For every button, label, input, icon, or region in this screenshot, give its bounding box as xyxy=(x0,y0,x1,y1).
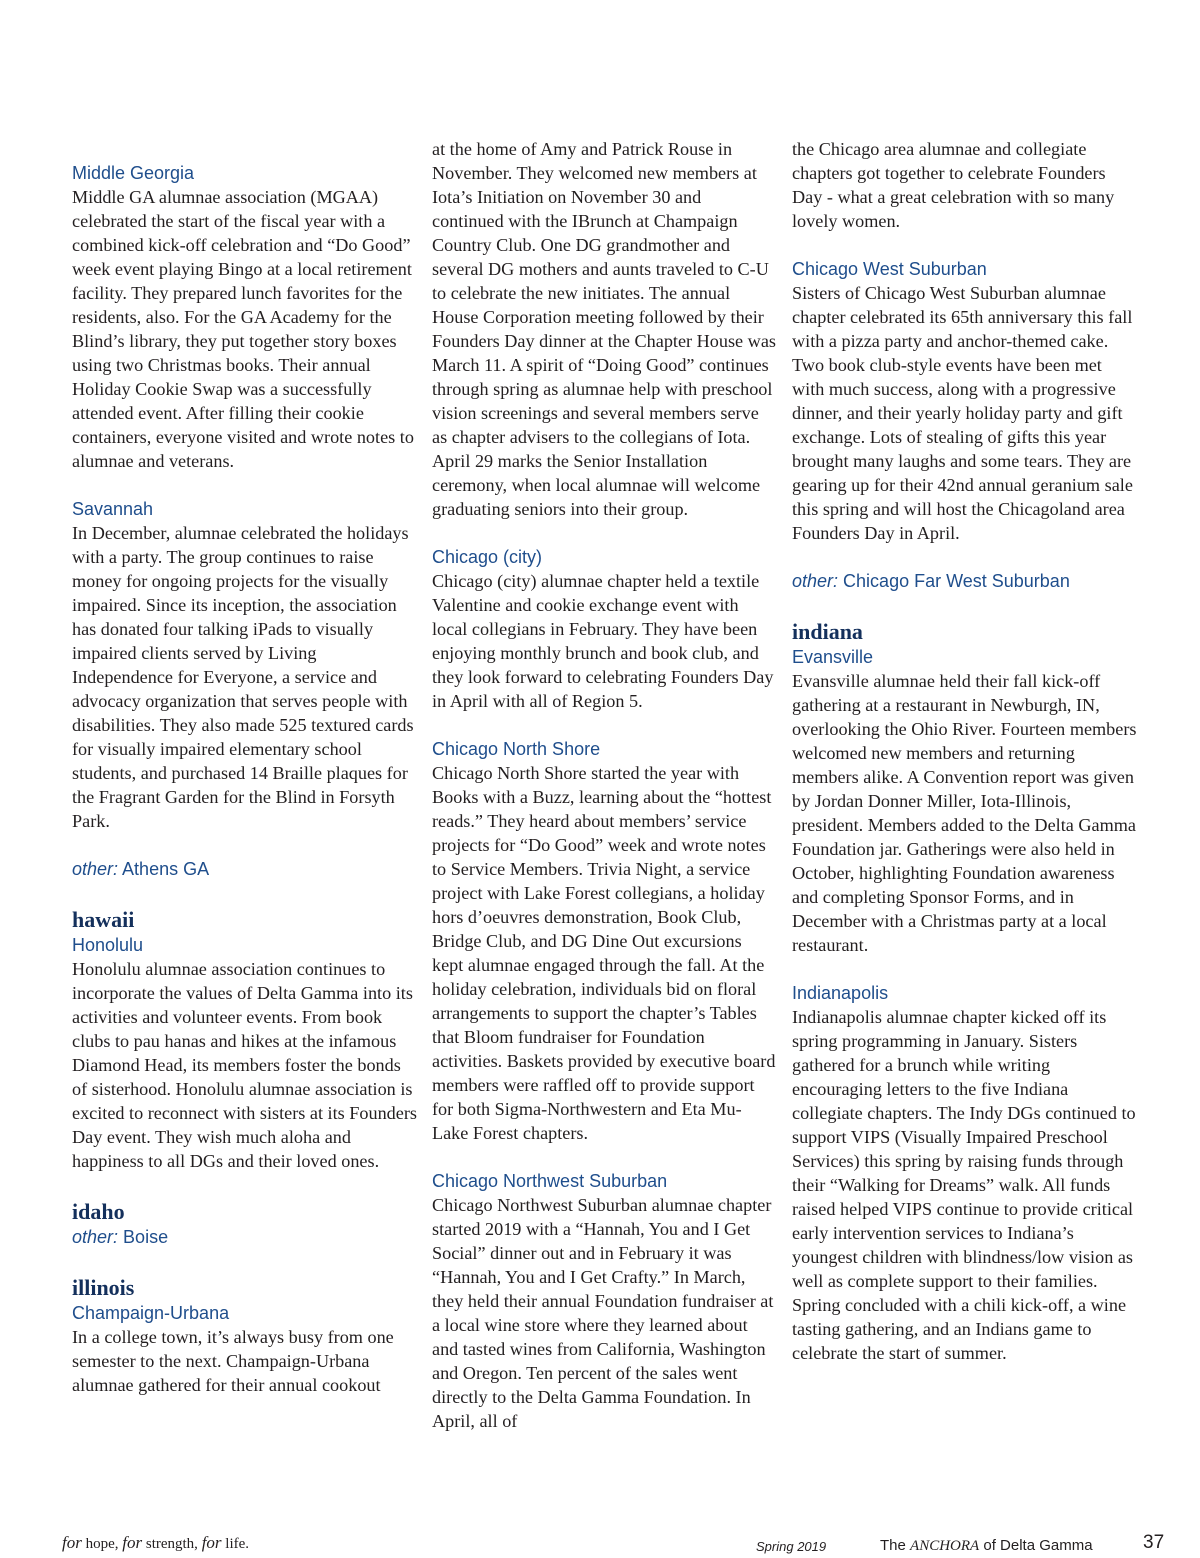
indianapolis-body: Indianapolis alumnae chapter kicked off its spring programming in January. Sisters gathered for a brunch while writing encouraging letters to the five Indiana collegiate chapters. The Indy DGs continued to support VIPS (Visually Impaired Preschool Services) this spring by raising funds through their “Walking for Dreams” walk. All funds raised helped VIPS continue to provide critical early intervention services to Indiana’s youngest children with blindness/low vision as well as complete support to their families. Spring concluded with a chili kick-off, a wine tasting gathering, and an Indians game to celebrate the start of summer. xyxy=(792,1007,1136,1363)
chicago-northwest-body: Chicago Northwest Suburban alumnae chapter started 2019 with a “Hannah, You and I Get Social” dinner out and in February it was “Hannah, You and I Get Crafty.” In March, they held their annual Foundation fundraiser at a local wine store where they learned about and tasted wines from California, Washington and Oregon. Ten percent of the sales went directly to the Delta Gamma Foundation. In April, all of xyxy=(432,1195,774,1431)
magazine-name: ANCHORA xyxy=(910,1538,980,1554)
tagline-life: life. xyxy=(225,1536,250,1552)
column-2 xyxy=(432,137,777,1433)
tagline-for-2: for xyxy=(122,1533,143,1552)
middle-georgia-heading: Middle Georgia xyxy=(72,163,195,183)
tagline-hope: hope, xyxy=(85,1536,119,1552)
magazine-the: The xyxy=(880,1537,906,1554)
footer-tagline xyxy=(62,1533,249,1553)
other-label: other: xyxy=(72,859,119,879)
page-number: 37 xyxy=(1143,1532,1165,1553)
champaign-urbana-body: In a college town, it’s always busy from one semester to the next. Champaign-Urbana alumnae gathered for their annual cookout xyxy=(72,1327,394,1395)
magazine-suffix: of Delta Gamma xyxy=(983,1537,1093,1554)
chicago-northwest-heading: Chicago Northwest Suburban xyxy=(432,1171,668,1191)
other-illinois xyxy=(792,569,1137,593)
chicago-north-shore-body: Chicago North Shore started the year with Books with a Buzz, learning about the “hottest reads.” They heard about members’ service projects for “Do Good” week and wrote notes to Service Members. Trivia Night, a service project with Lake Forest collegians, a holiday hors d’oeuvres demonstration, Book Club, Bridge Club, and DG Dine Out excursions kept alumnae engaged through the fall. At the holiday celebration, individuals bid on floral arrangements to support the chapter’s Tables that Bloom fundraiser for Foundation activities. Baskets provided by executive board members were raffled off to provide support for both Sigma-Northwestern and Eta Mu-Lake Forest chapters. xyxy=(432,763,776,1143)
champaign-urbana-body-continued: at the home of Amy and Patrick Rouse in November. They welcomed new members at Iota’s Initiation on November 30 and continued with the IBrunch at Champaign Country Club. One DG grandmother and several DG mothers and aunts traveled to C-U to celebrate the new initiates. The annual House Corporation meeting followed by their Founders Day dinner at the Chapter House was March 11. A spirit of “Doing Good” continues through spring as alumnae help with preschool vision screenings and several members serve as chapter advisers to the collegians of Iota. April 29 marks the Senior Installation ceremony, when local alumnae will welcome graduating seniors into their group. xyxy=(432,139,776,519)
evansville-heading: Evansville xyxy=(792,647,874,667)
honolulu-heading: Honolulu xyxy=(72,935,144,955)
chicago-west-heading: Chicago West Suburban xyxy=(792,259,987,279)
state-heading-idaho: idaho xyxy=(72,1199,125,1224)
tagline-for-1: for xyxy=(62,1533,82,1552)
indianapolis-heading: Indianapolis xyxy=(792,983,889,1003)
state-heading-hawaii: hawaii xyxy=(72,907,135,932)
other-idaho xyxy=(72,1225,417,1249)
state-heading-illinois: illinois xyxy=(72,1275,135,1300)
middle-georgia-body: Middle GA alumnae association (MGAA) celebrated the start of the fiscal year with a combined kick-off celebration and “Do Good” week event playing Bingo at a local retirement facility. They prepared lunch favorites for the residents, also. For the GA Academy for the Blind’s library, they put together story boxes using two Christmas books. Their annual Holiday Cookie Swap was a successfully attended event. After filling their cookie containers, everyone visited and wrote notes to alumnae and veterans. xyxy=(72,187,414,471)
other-idaho-value: Boise xyxy=(123,1227,169,1247)
honolulu-body: Honolulu alumnae association continues to incorporate the values of Delta Gamma into its activities and volunteer events. From book clubs to pau hanas and hikes at the infamous Diamond Head, its members foster the bonds of sisterhood. Honolulu alumnae association is excited to reconnect with sisters at its Founders Day event. They wish much aloha and happiness to all DGs and their loved ones. xyxy=(72,959,417,1171)
savannah-body: In December, alumnae celebrated the holidays with a party. The group continues to raise money for ongoing projects for the visually impaired. Since its inception, the association has donated four talking iPads to visually impaired clients served by Living Independence for Everyone, a service and advocacy organization that serves people with disabilities. They also made 525 textured cards for visually impaired elementary school students, and purchased 14 Braille plaques for the Fragrant Garden for the Blind in Forsyth Park. xyxy=(72,523,414,831)
other-label: other: xyxy=(792,571,839,591)
savannah-heading: Savannah xyxy=(72,499,154,519)
column-1 xyxy=(72,161,417,1397)
tagline-strength: strength, xyxy=(145,1536,198,1552)
evansville-body: Evansville alumnae held their fall kick-off gathering at a restaurant in Newburgh, IN, overlooking the Ohio River. Fourteen members welcomed new members and returning members alike. A Convention report was given by Jordan Donner Miller, Iota-Illinois, president. Members added to the Delta Gamma Foundation jar. Gatherings were also held in October, highlighting Foundation awareness and completing Sponsor Forms, and in December with a Christmas party at a local restaurant. xyxy=(792,671,1137,955)
other-label: other: xyxy=(72,1227,119,1247)
chicago-city-heading: Chicago (city) xyxy=(432,547,543,567)
champaign-urbana-heading: Champaign-Urbana xyxy=(72,1303,230,1323)
tagline-for-3: for xyxy=(201,1533,222,1552)
chicago-west-body: Sisters of Chicago West Suburban alumnae chapter celebrated its 65th anniversary this fall with a pizza party and anchor-themed cake. Two book club-style events have been met with much success, along with a progressive dinner, and their yearly holiday party and gift exchange. Lots of stealing of gifts this year brought many laughs and some tears. They are gearing up for their 42nd annual geranium sale this spring and will host the Chicagoland area Founders Day in April. xyxy=(792,283,1133,543)
chicago-northwest-body-continued: the Chicago area alumnae and collegiate chapters got together to celebrate Founders Day - what a great celebration with so many lovely women. xyxy=(792,139,1115,231)
other-georgia-value: Athens GA xyxy=(122,859,210,879)
other-georgia xyxy=(72,857,417,881)
other-illinois-value: Chicago Far West Suburban xyxy=(843,571,1070,591)
column-3 xyxy=(792,137,1137,1365)
footer-season: Spring 2019 xyxy=(756,1539,827,1554)
footer-magazine-title xyxy=(880,1537,1093,1555)
chicago-city-body: Chicago (city) alumnae chapter held a textile Valentine and cookie exchange event with local collegians in February. They have been enjoying monthly brunch and book club, and they look forward to celebrating Founders Day in April with all of Region 5. xyxy=(432,571,774,711)
state-heading-indiana: indiana xyxy=(792,619,863,644)
chicago-north-shore-heading: Chicago North Shore xyxy=(432,739,601,759)
